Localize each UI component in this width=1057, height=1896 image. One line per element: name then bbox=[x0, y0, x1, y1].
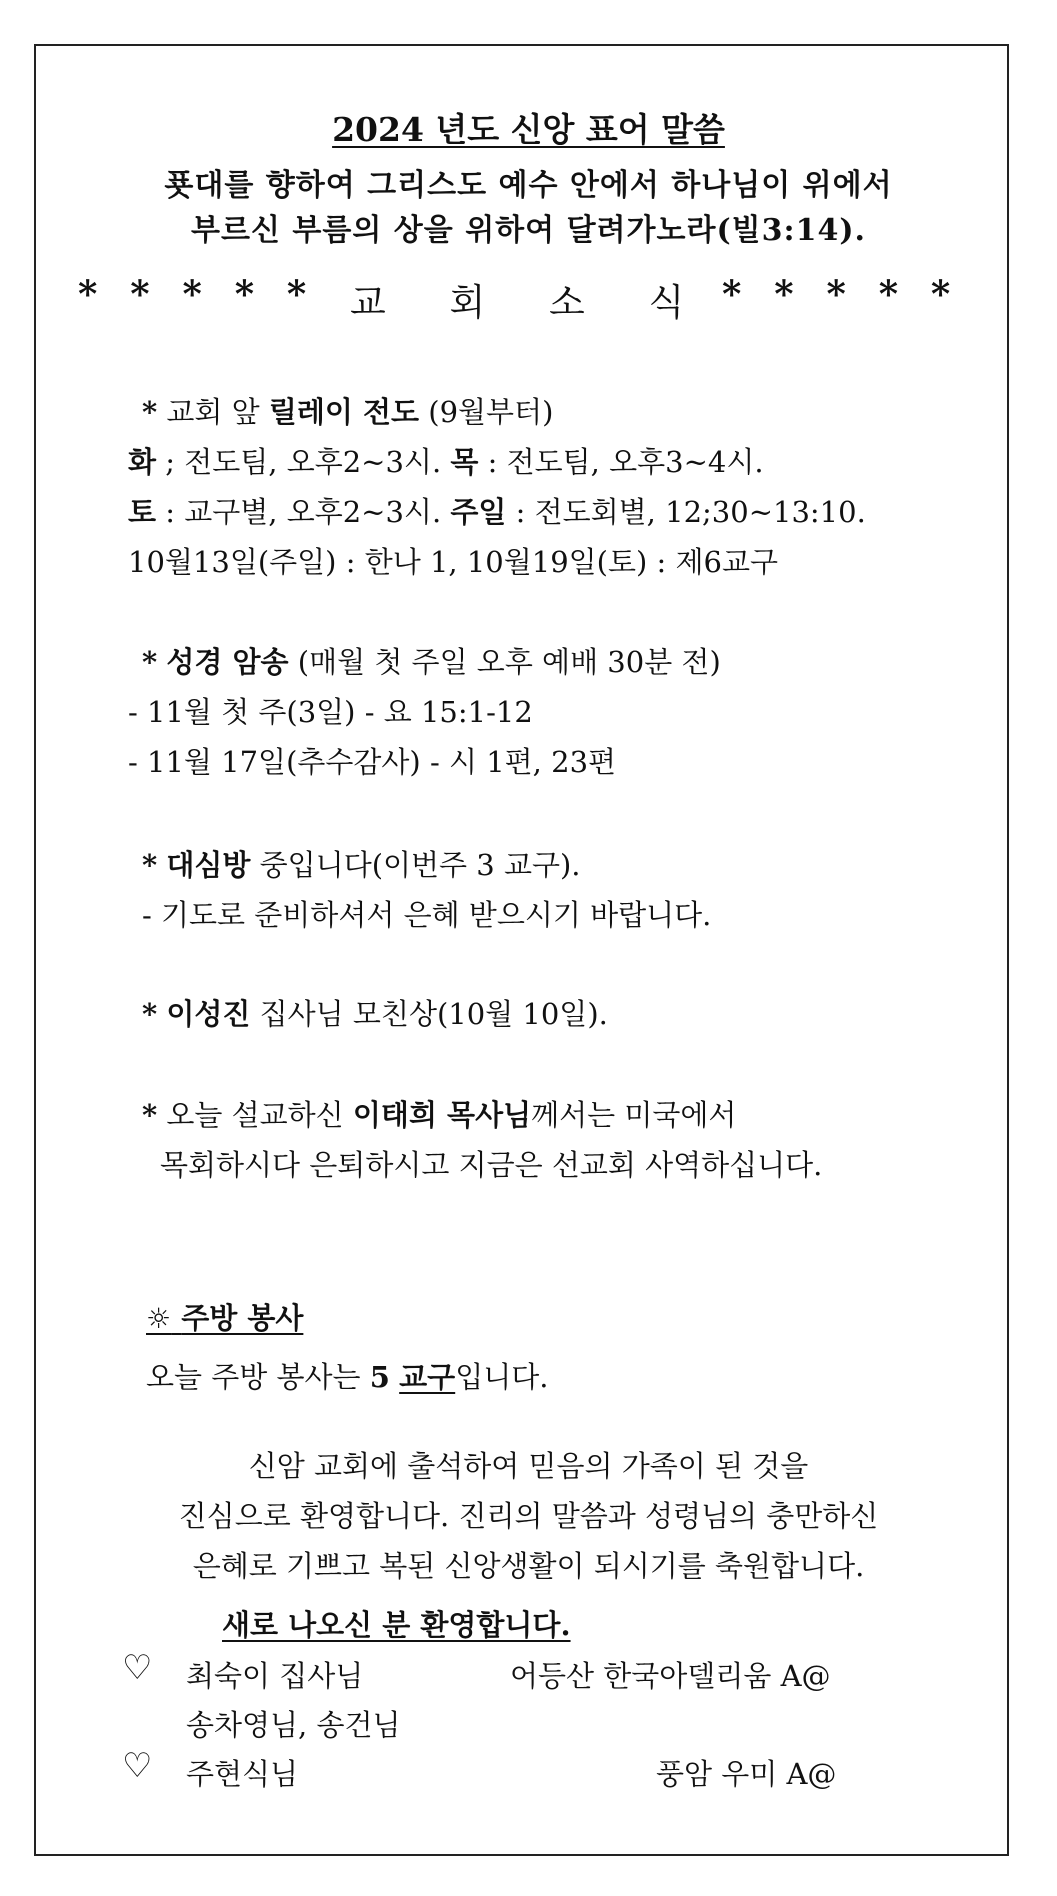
welcome-line-1: 신암 교회에 출석하여 믿음의 가족이 된 것을 bbox=[248, 1449, 809, 1483]
bible-line-2: - 11월 첫 주(3일) - 요 15:1-12 bbox=[128, 695, 533, 729]
header-title: 교 회 소 식 bbox=[350, 281, 711, 324]
newcomer-1-address: 어등산 한국아델리움 A@ bbox=[510, 1659, 831, 1693]
relay-line-2: 화 ; 전도팀, 오후2~3시. 목 : 전도팀, 오후3~4시. bbox=[128, 445, 764, 479]
visit-line-2: - 기도로 준비하셔서 은혜 받으시기 바랍니다. bbox=[142, 898, 712, 932]
bible-heading: * 성경 암송 (매월 첫 주일 오후 예배 30분 전) bbox=[142, 645, 721, 679]
heart-icon: ♡ bbox=[122, 1648, 153, 1688]
relay-line-4: 10월13일(주일) : 한나 1, 10월19일(토) : 제6교구 bbox=[128, 545, 778, 579]
preacher-heading: * 오늘 설교하신 이태희 목사님께서는 미국에서 bbox=[142, 1098, 737, 1132]
welcome-line-2: 진심으로 환영합니다. 진리의 말씀과 성령님의 충만하신 bbox=[178, 1499, 879, 1533]
bible-line-3: - 11월 17일(추수감사) - 시 1편, 23편 bbox=[128, 745, 617, 779]
kitchen-heading: ☼ 주방 봉사 bbox=[146, 1301, 304, 1335]
newcomer-2-name: 주현식님 bbox=[186, 1757, 299, 1791]
newcomer-2-address: 풍암 우미 A@ bbox=[656, 1757, 837, 1791]
kitchen-line: 오늘 주방 봉사는 5 교구입니다. bbox=[146, 1360, 549, 1394]
visit-heading: * 대심방 중입니다(이번주 3 교구). bbox=[142, 848, 581, 882]
header-stars-right: * * * * * bbox=[722, 272, 961, 316]
motto-line-2: 부르신 부름의 상을 위하여 달려가노라(빌3:14). bbox=[191, 213, 866, 248]
welcome-line-3: 은혜로 기쁘고 복된 신앙생활이 되시기를 축원합니다. bbox=[192, 1549, 865, 1583]
newcomer-1-name: 최숙이 집사님 bbox=[186, 1659, 364, 1693]
condolence-notice: * 이성진 집사님 모친상(10월 10일). bbox=[142, 997, 608, 1031]
relay-line-3: 토 : 교구별, 오후2~3시. 주일 : 전도회별, 12;30~13:10. bbox=[128, 495, 866, 529]
motto-line-1: 푯대를 향하여 그리스도 예수 안에서 하나님이 위에서 bbox=[164, 168, 893, 203]
sun-icon: ☼ bbox=[146, 1302, 172, 1335]
relay-heading: * 교회 앞 릴레이 전도 (9월부터) bbox=[142, 395, 554, 429]
header-stars-left: * * * * * bbox=[78, 272, 317, 316]
preacher-line-2: 목회하시다 은퇴하시고 지금은 선교회 사역하십니다. bbox=[160, 1148, 823, 1182]
newcomer-1-family: 송차영님, 송건님 bbox=[186, 1708, 401, 1742]
welcome-title: 새로 나오신 분 환영합니다. bbox=[222, 1608, 571, 1642]
heart-icon: ♡ bbox=[122, 1746, 153, 1786]
motto-title: 2024 년도 신앙 표어 말씀 bbox=[332, 110, 725, 149]
